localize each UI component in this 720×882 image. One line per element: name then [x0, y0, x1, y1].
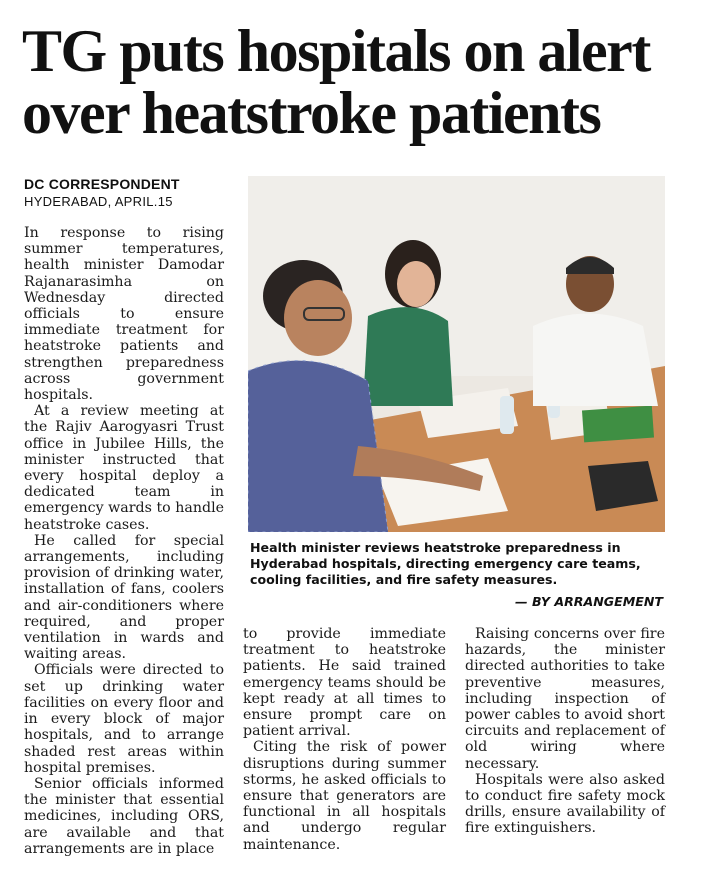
paragraph: Raising concerns over fire hazards, the minister directed authorities to take preventive measures, including inspection of power cables to avoid short circuits and replacement of old wiring where necessary. [465, 626, 665, 772]
paragraph: At a review meeting at the Rajiv Aarogyasri Trust office in Jubilee Hills, the minister instructed that every hospital deploy a dedicated team in emergency wards to handle heatstroke cases. [24, 403, 224, 533]
headline: TG puts hospitals on alert over heatstroke patients [22, 18, 650, 146]
column-2 [243, 626, 446, 853]
meeting-photo [248, 176, 665, 532]
dateline: HYDERABAD, APRIL.15 [24, 194, 173, 209]
paragraph: Senior officials informed the minister that essential medicines, including ORS, are available and that arrangements are in place [24, 775, 224, 857]
column-1 [24, 225, 224, 857]
photo-caption: Health minister reviews heatstroke preparedness in Hyderabad hospitals, directing emergency care teams, cooling facilities, and fire safety measures. [250, 540, 641, 587]
paragraph: Hospitals were also asked to conduct fire safety mock drills, ensure availability of fire extinguishers. [465, 771, 665, 837]
paragraph: to provide immediate treatment to heatstroke patients. He said trained emergency teams should be kept ready at all times to ensure prompt care on patient arrival. [243, 626, 446, 740]
byline [24, 176, 180, 209]
author: DC CORRESPONDENT [24, 176, 180, 192]
paragraph: Citing the risk of power disruptions during summer storms, he asked officials to ensure that generators are functional in all hospitals and undergo regular maintenance. [243, 739, 446, 853]
photo-credit: — BY ARRANGEMENT [514, 594, 663, 609]
paragraph: In response to rising summer temperatures, health minister Damodar Rajanarasimha on Wednesday directed officials to ensure immediate treatment for heatstroke patients and strengthen preparedness across government hospitals. [24, 225, 224, 404]
paragraph: Officials were directed to set up drinking water facilities on every floor and in every block of major hospitals, and to arrange shaded rest areas within hospital premises. [24, 662, 224, 776]
paragraph: He called for special arrangements, including provision of drinking water, installation of fans, coolers and air-conditioners where required, and proper ventilation in wards and waiting areas. [24, 532, 224, 663]
column-3 [465, 626, 665, 837]
